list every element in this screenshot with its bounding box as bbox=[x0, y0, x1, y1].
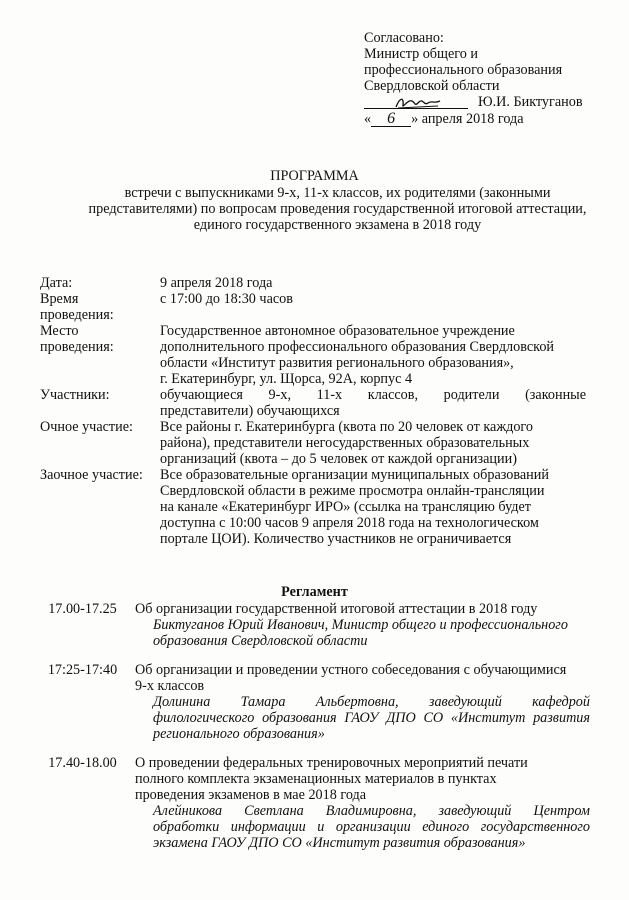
handwritten-signature bbox=[394, 95, 442, 111]
info-row-place bbox=[40, 323, 586, 387]
reglament-list bbox=[30, 601, 590, 864]
subtitle-line: единого государственного экзамена в 2018 году bbox=[193, 217, 482, 233]
info-value bbox=[160, 419, 586, 467]
info-value-line: Все образовательные организации муниципальных образований bbox=[160, 467, 549, 483]
reglament-topic-line: проведения экзаменов в мае 2018 года bbox=[135, 787, 367, 803]
subtitle-line: встречи с выпускниками 9-х, 11-х классов, их родителями (законными bbox=[124, 185, 551, 201]
info-value bbox=[160, 387, 586, 419]
info-row-remote bbox=[40, 467, 586, 547]
event-info-table bbox=[40, 275, 586, 547]
date-day-handwritten: 6 bbox=[371, 112, 411, 127]
reglament-speaker bbox=[135, 803, 590, 851]
info-value-line: на канале «Екатеринбург ИРО» (ссылка на трансляцию будет bbox=[160, 499, 531, 515]
speaker-line: Алейникова Светлана Владимировна, заведующий Центром bbox=[153, 803, 590, 819]
info-label: Дата: bbox=[40, 275, 73, 291]
info-row-inperson bbox=[40, 419, 586, 467]
approval-heading: Согласовано: bbox=[364, 30, 444, 46]
document-subtitle bbox=[60, 185, 615, 233]
info-value bbox=[160, 323, 586, 387]
subtitle-line: представителями) по вопросам проведения государственной итоговой аттестации, bbox=[88, 201, 587, 217]
info-value: 9 апреля 2018 года bbox=[160, 275, 273, 291]
speaker-line: обработки информации и организации единого государственного bbox=[153, 819, 590, 835]
reglament-item bbox=[30, 755, 590, 851]
info-value-line: дополнительного профессионального образования Свердловской bbox=[160, 339, 555, 355]
speaker-line: регионального образования» bbox=[153, 726, 325, 742]
speaker-line: Долинина Тамара Альбертовна, заведующий кафедрой bbox=[153, 694, 590, 710]
speaker-line: образования Свердловской области bbox=[153, 633, 368, 649]
info-value-line: г. Екатеринбург, ул. Щорса, 92А, корпус 4 bbox=[160, 371, 413, 387]
info-value: с 17:00 до 18:30 часов bbox=[160, 291, 293, 307]
reglament-speaker bbox=[135, 694, 590, 742]
info-row-date bbox=[40, 275, 586, 291]
info-value-line: Государственное автономное образовательное учреждение bbox=[160, 323, 515, 339]
info-value-line: портале ЦОИ). Количество участников не ограничивается bbox=[160, 531, 512, 547]
reglament-topic-line: Об организации и проведении устного собеседования с обучающимися bbox=[135, 662, 567, 678]
info-value-line: области «Институт развития регионального образования», bbox=[160, 355, 514, 371]
approval-line-2: профессионального образования bbox=[364, 62, 563, 78]
info-value-line: организаций (квота – до 5 человек от каждой организации) bbox=[160, 451, 517, 467]
approval-block bbox=[364, 30, 619, 127]
info-value-line: обучающиеся 9-х, 11-х классов, родители (законные bbox=[160, 387, 586, 403]
info-label: Время проведения: bbox=[40, 291, 114, 323]
approval-line-3: Свердловской области bbox=[364, 78, 500, 94]
info-row-time bbox=[40, 291, 586, 323]
info-value-line: района), представители негосударственных образовательных bbox=[160, 435, 530, 451]
info-value bbox=[160, 467, 586, 547]
date-rest: » апреля 2018 года bbox=[411, 111, 524, 127]
reglament-time: 17.40-18.00 bbox=[48, 755, 117, 771]
approval-date bbox=[364, 111, 619, 127]
reglament-item bbox=[30, 601, 590, 649]
speaker-line: экзамена ГАОУ ДПО СО «Институт развития образования» bbox=[153, 835, 526, 851]
document-title: ПРОГРАММА bbox=[270, 168, 359, 184]
reglament-time: 17.00-17.25 bbox=[48, 601, 117, 617]
info-value-line: Свердловской области в режиме просмотра онлайн-трансляции bbox=[160, 483, 545, 499]
info-value-line: представители) обучающихся bbox=[160, 403, 340, 419]
signature-line bbox=[364, 94, 619, 111]
reglament-time: 17:25-17:40 bbox=[47, 662, 118, 678]
reglament-item bbox=[30, 662, 590, 742]
reglament-topic-line: полного комплекта экзаменационных материалов в пунктах bbox=[135, 771, 497, 787]
reglament-speaker bbox=[135, 617, 590, 649]
reglament-topic-line: 9-х классов bbox=[135, 678, 205, 694]
reglament-topic-line: О проведении федеральных тренировочных мероприятий печати bbox=[135, 755, 528, 771]
signer-name: Ю.И. Биктуганов bbox=[478, 94, 583, 110]
reglament-body bbox=[135, 601, 590, 649]
info-label: Место проведения: bbox=[40, 323, 114, 355]
approval-line-1: Министр общего и bbox=[364, 46, 478, 62]
info-label: Очное участие: bbox=[40, 419, 133, 435]
reglament-topic-line: Об организации государственной итоговой аттестации в 2018 году bbox=[135, 601, 538, 617]
date-open-quote: « bbox=[364, 111, 372, 127]
reglament-title: Регламент bbox=[281, 584, 348, 600]
info-value-line: доступна с 10:00 часов 9 апреля 2018 года на технологическом bbox=[160, 515, 539, 531]
reglament-body bbox=[135, 662, 590, 742]
info-value-line: Все районы г. Екатеринбурга (квота по 20 человек от каждого bbox=[160, 419, 533, 435]
info-row-participants bbox=[40, 387, 586, 419]
speaker-line: филологического образования ГАОУ ДПО СО «Институт развития bbox=[153, 710, 590, 726]
info-label: Участники: bbox=[40, 387, 110, 403]
info-label: Заочное участие: bbox=[40, 467, 143, 483]
speaker-line: Биктуганов Юрий Иванович, Министр общего и профессионального bbox=[153, 617, 568, 633]
reglament-body bbox=[135, 755, 590, 851]
